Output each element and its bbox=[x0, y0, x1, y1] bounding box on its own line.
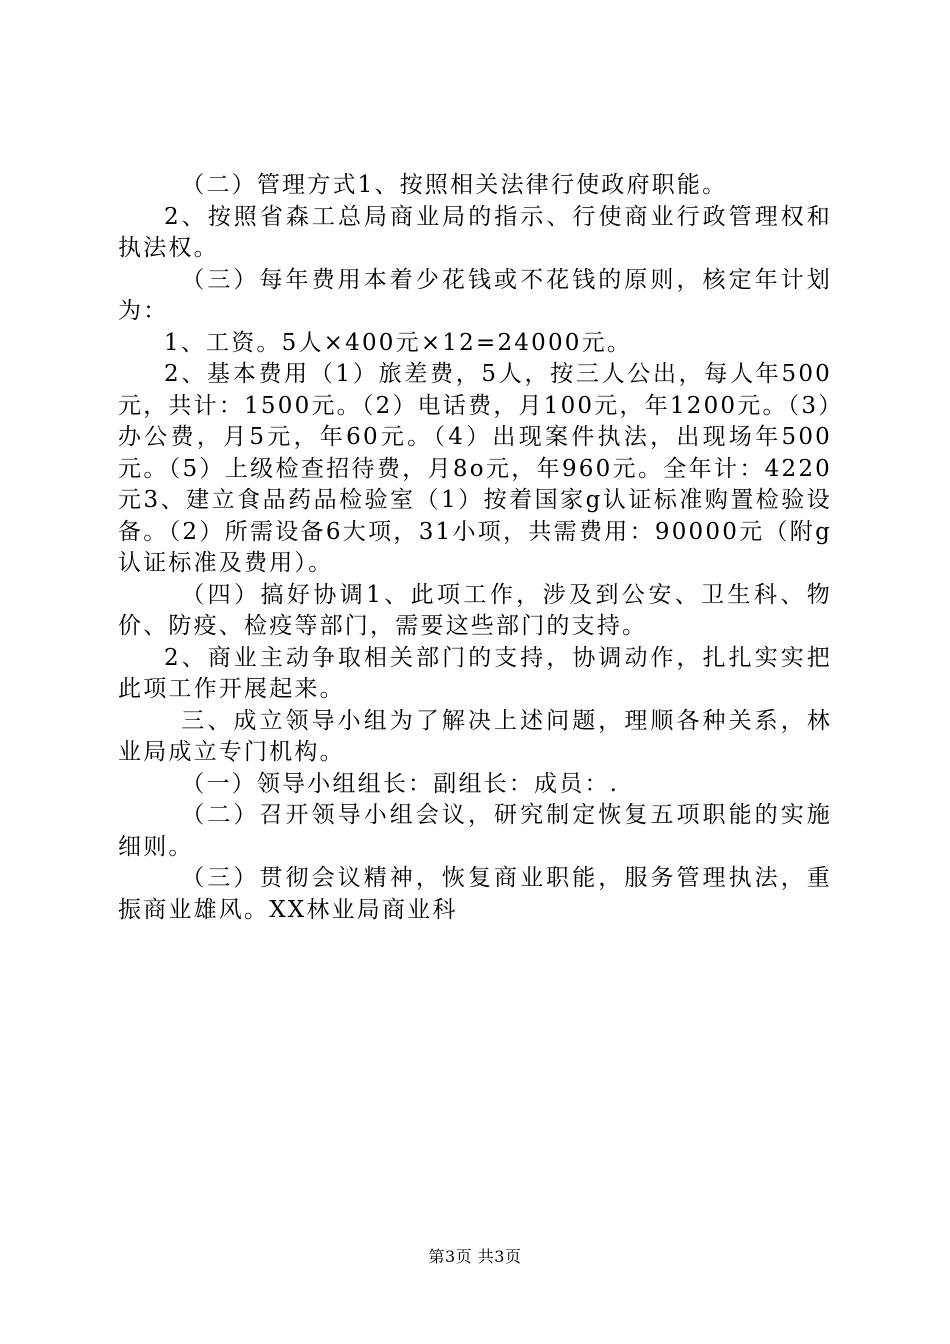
paragraph-implement-spirit: （三）贯彻会议精神，恢复商业职能，服务管理执法，重振商业雄风。XX林业局商业科 bbox=[118, 865, 832, 923]
paragraph-authority: 2、按照省森工总局商业局的指示、行使商业行政管理权和执法权。 bbox=[118, 203, 832, 261]
paragraph-department-support: 2、商业主动争取相关部门的支持，协调动作，扎扎实实把此项工作开展起来。 bbox=[118, 644, 832, 702]
paragraph-group-meeting: （二）召开领导小组会议，研究制定恢复五项职能的实施细则。 bbox=[118, 802, 832, 860]
document-body bbox=[118, 170, 832, 926]
paragraph-basic-expenses: 2、基本费用（1）旅差费，5人，按三人公出，每人年500元，共计：1500元。（2）电话费，月100元，年1200元。（3）办公费，月5元，年60元。（4）出现案件执法，出现场年500元。（5）上级检查招待费，月8o元，年960元。全年计：4220元3、建立食品药品检验室（1）按着国家g认证标准购置检验设备。（2）所需设备6大项，31小项，共需费用：90000元（附g认证标准及费用）。 bbox=[118, 361, 832, 576]
paragraph-leadership-group: 三、成立领导小组为了解决上述问题，理顺各种关系，林业局成立专门机构。 bbox=[118, 707, 832, 765]
paragraph-coordination: （四）搞好协调1、此项工作，涉及到公安、卫生科、物价、防疫、检疫等部门，需要这些部门的支持。 bbox=[118, 581, 832, 639]
paragraph-group-members: （一）领导小组组长：副组长：成员：. bbox=[181, 770, 620, 797]
paragraph-salary: 1、工资。5人×400元×12=24000元。 bbox=[164, 329, 633, 356]
page-number: 第3页 共3页 bbox=[428, 1247, 522, 1266]
paragraph-management-method: （二）管理方式1、按照相关法律行使政府职能。 bbox=[181, 172, 728, 198]
paragraph-annual-cost-plan: （三）每年费用本着少花钱或不花钱的原则，核定年计划为： bbox=[118, 266, 832, 324]
